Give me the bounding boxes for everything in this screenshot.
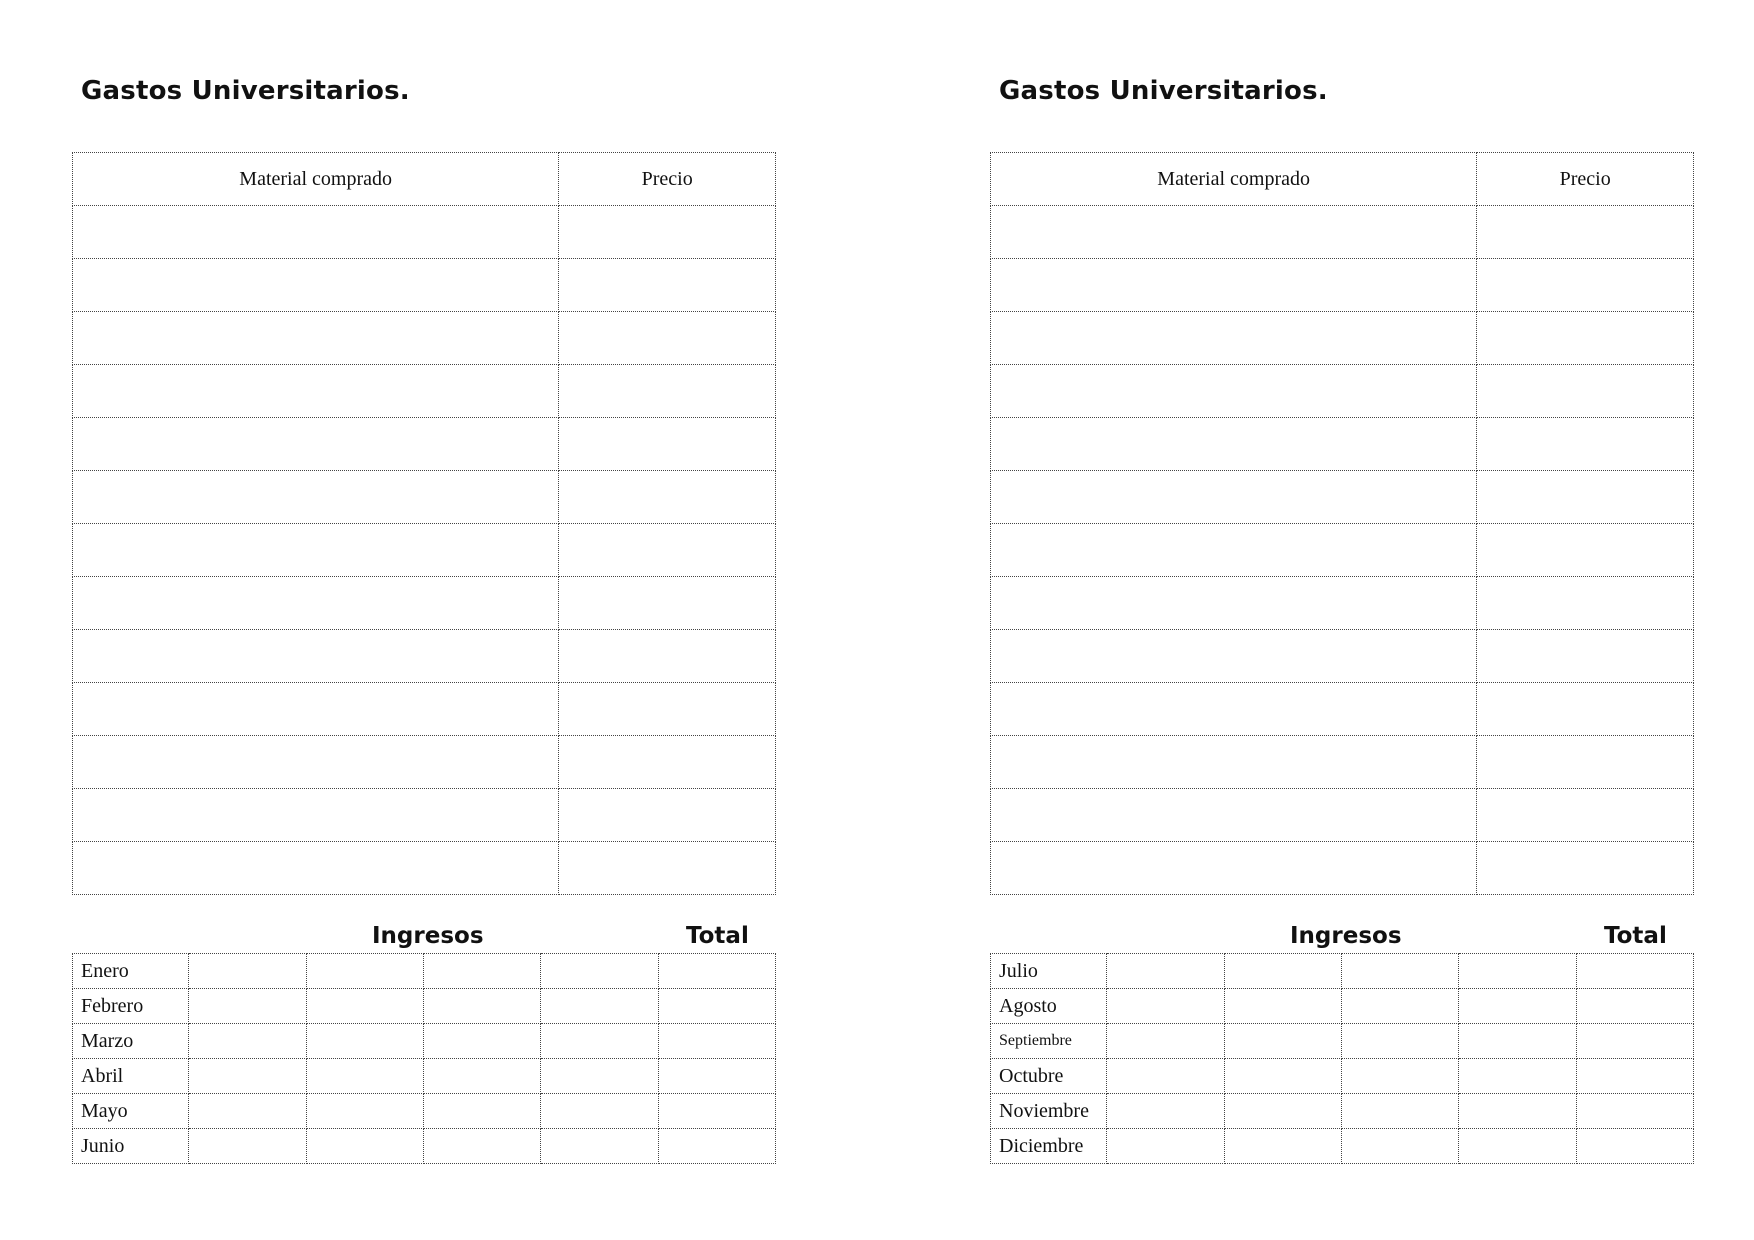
expense-row (73, 789, 776, 842)
material-cell[interactable] (991, 577, 1477, 630)
price-cell[interactable] (1477, 312, 1694, 365)
income-row (991, 1059, 1694, 1094)
expense-row (991, 683, 1694, 736)
income-cell[interactable] (306, 1024, 423, 1059)
price-cell[interactable] (559, 630, 776, 683)
income-cell[interactable] (1107, 1129, 1224, 1164)
income-cell[interactable] (423, 1024, 540, 1059)
price-cell[interactable] (559, 259, 776, 312)
page-left (72, 0, 872, 1240)
total-label: Total (686, 923, 749, 949)
month-label: Diciembre (991, 1129, 1107, 1164)
income-cell[interactable] (189, 1059, 306, 1094)
total-cell[interactable] (658, 1059, 775, 1094)
material-cell[interactable] (73, 789, 559, 842)
material-cell[interactable] (991, 365, 1477, 418)
income-cell[interactable] (1459, 989, 1576, 1024)
total-cell[interactable] (1576, 1059, 1693, 1094)
expense-row (991, 471, 1694, 524)
month-label: Febrero (73, 989, 189, 1024)
month-label: Octubre (991, 1059, 1107, 1094)
expense-row (991, 418, 1694, 471)
income-cell[interactable] (1341, 954, 1458, 989)
income-cell[interactable] (1107, 989, 1224, 1024)
income-cell[interactable] (1224, 1024, 1341, 1059)
income-cell[interactable] (1224, 1059, 1341, 1094)
material-cell[interactable] (73, 524, 559, 577)
material-cell[interactable] (73, 206, 559, 259)
material-cell[interactable] (73, 630, 559, 683)
total-cell[interactable] (658, 1129, 775, 1164)
income-cell[interactable] (1341, 1094, 1458, 1129)
expense-row (991, 630, 1694, 683)
income-label: Ingresos (372, 923, 484, 949)
income-cell[interactable] (423, 1059, 540, 1094)
income-cell[interactable] (306, 989, 423, 1024)
income-cell[interactable] (1459, 1094, 1576, 1129)
income-cell[interactable] (1341, 1059, 1458, 1094)
income-cell[interactable] (189, 1024, 306, 1059)
price-cell[interactable] (559, 365, 776, 418)
total-cell[interactable] (658, 954, 775, 989)
income-cell[interactable] (541, 1094, 658, 1129)
month-label: Agosto (991, 989, 1107, 1024)
income-cell[interactable] (306, 954, 423, 989)
income-cell[interactable] (1224, 1094, 1341, 1129)
income-cell[interactable] (189, 1129, 306, 1164)
income-row (991, 1024, 1694, 1059)
income-row (73, 1059, 776, 1094)
expense-row (73, 683, 776, 736)
month-label: Abril (73, 1059, 189, 1094)
price-cell[interactable] (1477, 471, 1694, 524)
income-row (73, 1129, 776, 1164)
header-material: Material comprado (991, 153, 1477, 206)
material-cell[interactable] (73, 842, 559, 895)
expenses-table (990, 152, 1694, 895)
price-cell[interactable] (1477, 524, 1694, 577)
expense-row (73, 842, 776, 895)
income-cell[interactable] (1459, 954, 1576, 989)
material-cell[interactable] (991, 524, 1477, 577)
income-row (991, 1129, 1694, 1164)
total-cell[interactable] (1576, 1129, 1693, 1164)
price-cell[interactable] (1477, 842, 1694, 895)
month-label: Marzo (73, 1024, 189, 1059)
material-cell[interactable] (73, 577, 559, 630)
month-label: Enero (73, 954, 189, 989)
income-cell[interactable] (541, 954, 658, 989)
expense-row (991, 365, 1694, 418)
expense-row (991, 524, 1694, 577)
income-cell[interactable] (541, 989, 658, 1024)
page-title: Gastos Universitarios. (81, 76, 410, 106)
expense-row (991, 259, 1694, 312)
total-cell[interactable] (1576, 989, 1693, 1024)
material-cell[interactable] (73, 736, 559, 789)
expenses-header-row (991, 153, 1694, 206)
expense-row (73, 365, 776, 418)
price-cell[interactable] (559, 842, 776, 895)
month-label: Mayo (73, 1094, 189, 1129)
income-cell[interactable] (1459, 1059, 1576, 1094)
total-cell[interactable] (658, 1024, 775, 1059)
material-cell[interactable] (991, 312, 1477, 365)
page-right (990, 0, 1754, 1240)
income-table (72, 953, 776, 1164)
income-cell[interactable] (1107, 1024, 1224, 1059)
expense-row (73, 418, 776, 471)
income-row (73, 1094, 776, 1129)
income-cell[interactable] (189, 1094, 306, 1129)
income-cell[interactable] (1459, 1024, 1576, 1059)
material-cell[interactable] (73, 365, 559, 418)
income-cell[interactable] (306, 1129, 423, 1164)
total-cell[interactable] (658, 1094, 775, 1129)
expense-row (73, 577, 776, 630)
price-cell[interactable] (559, 471, 776, 524)
month-label: Noviembre (991, 1094, 1107, 1129)
income-cell[interactable] (189, 954, 306, 989)
expense-row (991, 312, 1694, 365)
income-cell[interactable] (1459, 1129, 1576, 1164)
price-cell[interactable] (559, 524, 776, 577)
income-cell[interactable] (541, 1129, 658, 1164)
price-cell[interactable] (1477, 736, 1694, 789)
expense-row (73, 630, 776, 683)
month-label: Junio (73, 1129, 189, 1164)
expense-row (73, 736, 776, 789)
material-cell[interactable] (73, 471, 559, 524)
material-cell[interactable] (73, 312, 559, 365)
price-cell[interactable] (559, 736, 776, 789)
income-cell[interactable] (1224, 1129, 1341, 1164)
material-cell[interactable] (991, 418, 1477, 471)
income-row (73, 1024, 776, 1059)
total-label: Total (1604, 923, 1667, 949)
price-cell[interactable] (1477, 630, 1694, 683)
total-cell[interactable] (1576, 954, 1693, 989)
price-cell[interactable] (559, 206, 776, 259)
income-row (73, 954, 776, 989)
material-cell[interactable] (991, 683, 1477, 736)
expense-row (991, 842, 1694, 895)
price-cell[interactable] (559, 577, 776, 630)
income-cell[interactable] (1341, 1024, 1458, 1059)
income-cell[interactable] (423, 1094, 540, 1129)
price-cell[interactable] (559, 418, 776, 471)
price-cell[interactable] (559, 683, 776, 736)
month-label: Julio (991, 954, 1107, 989)
header-precio: Precio (559, 153, 776, 206)
income-row (991, 1094, 1694, 1129)
price-cell[interactable] (1477, 683, 1694, 736)
income-cell[interactable] (189, 989, 306, 1024)
price-cell[interactable] (1477, 206, 1694, 259)
expense-row (991, 206, 1694, 259)
income-row (991, 954, 1694, 989)
price-cell[interactable] (559, 789, 776, 842)
price-cell[interactable] (1477, 577, 1694, 630)
income-cell[interactable] (1341, 1129, 1458, 1164)
total-cell[interactable] (1576, 1024, 1693, 1059)
expense-row (73, 312, 776, 365)
material-cell[interactable] (991, 206, 1477, 259)
income-cell[interactable] (541, 1024, 658, 1059)
price-cell[interactable] (1477, 365, 1694, 418)
material-cell[interactable] (991, 471, 1477, 524)
income-row (991, 989, 1694, 1024)
income-cell[interactable] (306, 1094, 423, 1129)
material-cell[interactable] (991, 259, 1477, 312)
header-precio: Precio (1477, 153, 1694, 206)
income-cell[interactable] (1107, 1059, 1224, 1094)
income-row (73, 989, 776, 1024)
price-cell[interactable] (559, 312, 776, 365)
price-cell[interactable] (1477, 418, 1694, 471)
header-material: Material comprado (73, 153, 559, 206)
expense-row (991, 577, 1694, 630)
income-label: Ingresos (1290, 923, 1402, 949)
material-cell[interactable] (73, 259, 559, 312)
expense-row (73, 206, 776, 259)
material-cell[interactable] (991, 842, 1477, 895)
income-cell[interactable] (306, 1059, 423, 1094)
income-cell[interactable] (1224, 989, 1341, 1024)
page-title: Gastos Universitarios. (999, 76, 1328, 106)
income-cell[interactable] (1107, 954, 1224, 989)
expenses-header-row (73, 153, 776, 206)
income-cell[interactable] (541, 1059, 658, 1094)
total-cell[interactable] (658, 989, 775, 1024)
expense-row (991, 736, 1694, 789)
material-cell[interactable] (73, 418, 559, 471)
income-cell[interactable] (1224, 954, 1341, 989)
material-cell[interactable] (991, 630, 1477, 683)
price-cell[interactable] (1477, 259, 1694, 312)
total-cell[interactable] (1576, 1094, 1693, 1129)
material-cell[interactable] (991, 736, 1477, 789)
income-table (990, 953, 1694, 1164)
income-cell[interactable] (423, 954, 540, 989)
expenses-table (72, 152, 776, 895)
price-cell[interactable] (1477, 789, 1694, 842)
expense-row (73, 259, 776, 312)
material-cell[interactable] (73, 683, 559, 736)
income-cell[interactable] (423, 1129, 540, 1164)
month-label: Septiembre (991, 1024, 1107, 1059)
expense-row (73, 524, 776, 577)
income-cell[interactable] (1107, 1094, 1224, 1129)
expense-row (73, 471, 776, 524)
expense-row (991, 789, 1694, 842)
income-cell[interactable] (1341, 989, 1458, 1024)
material-cell[interactable] (991, 789, 1477, 842)
income-cell[interactable] (423, 989, 540, 1024)
